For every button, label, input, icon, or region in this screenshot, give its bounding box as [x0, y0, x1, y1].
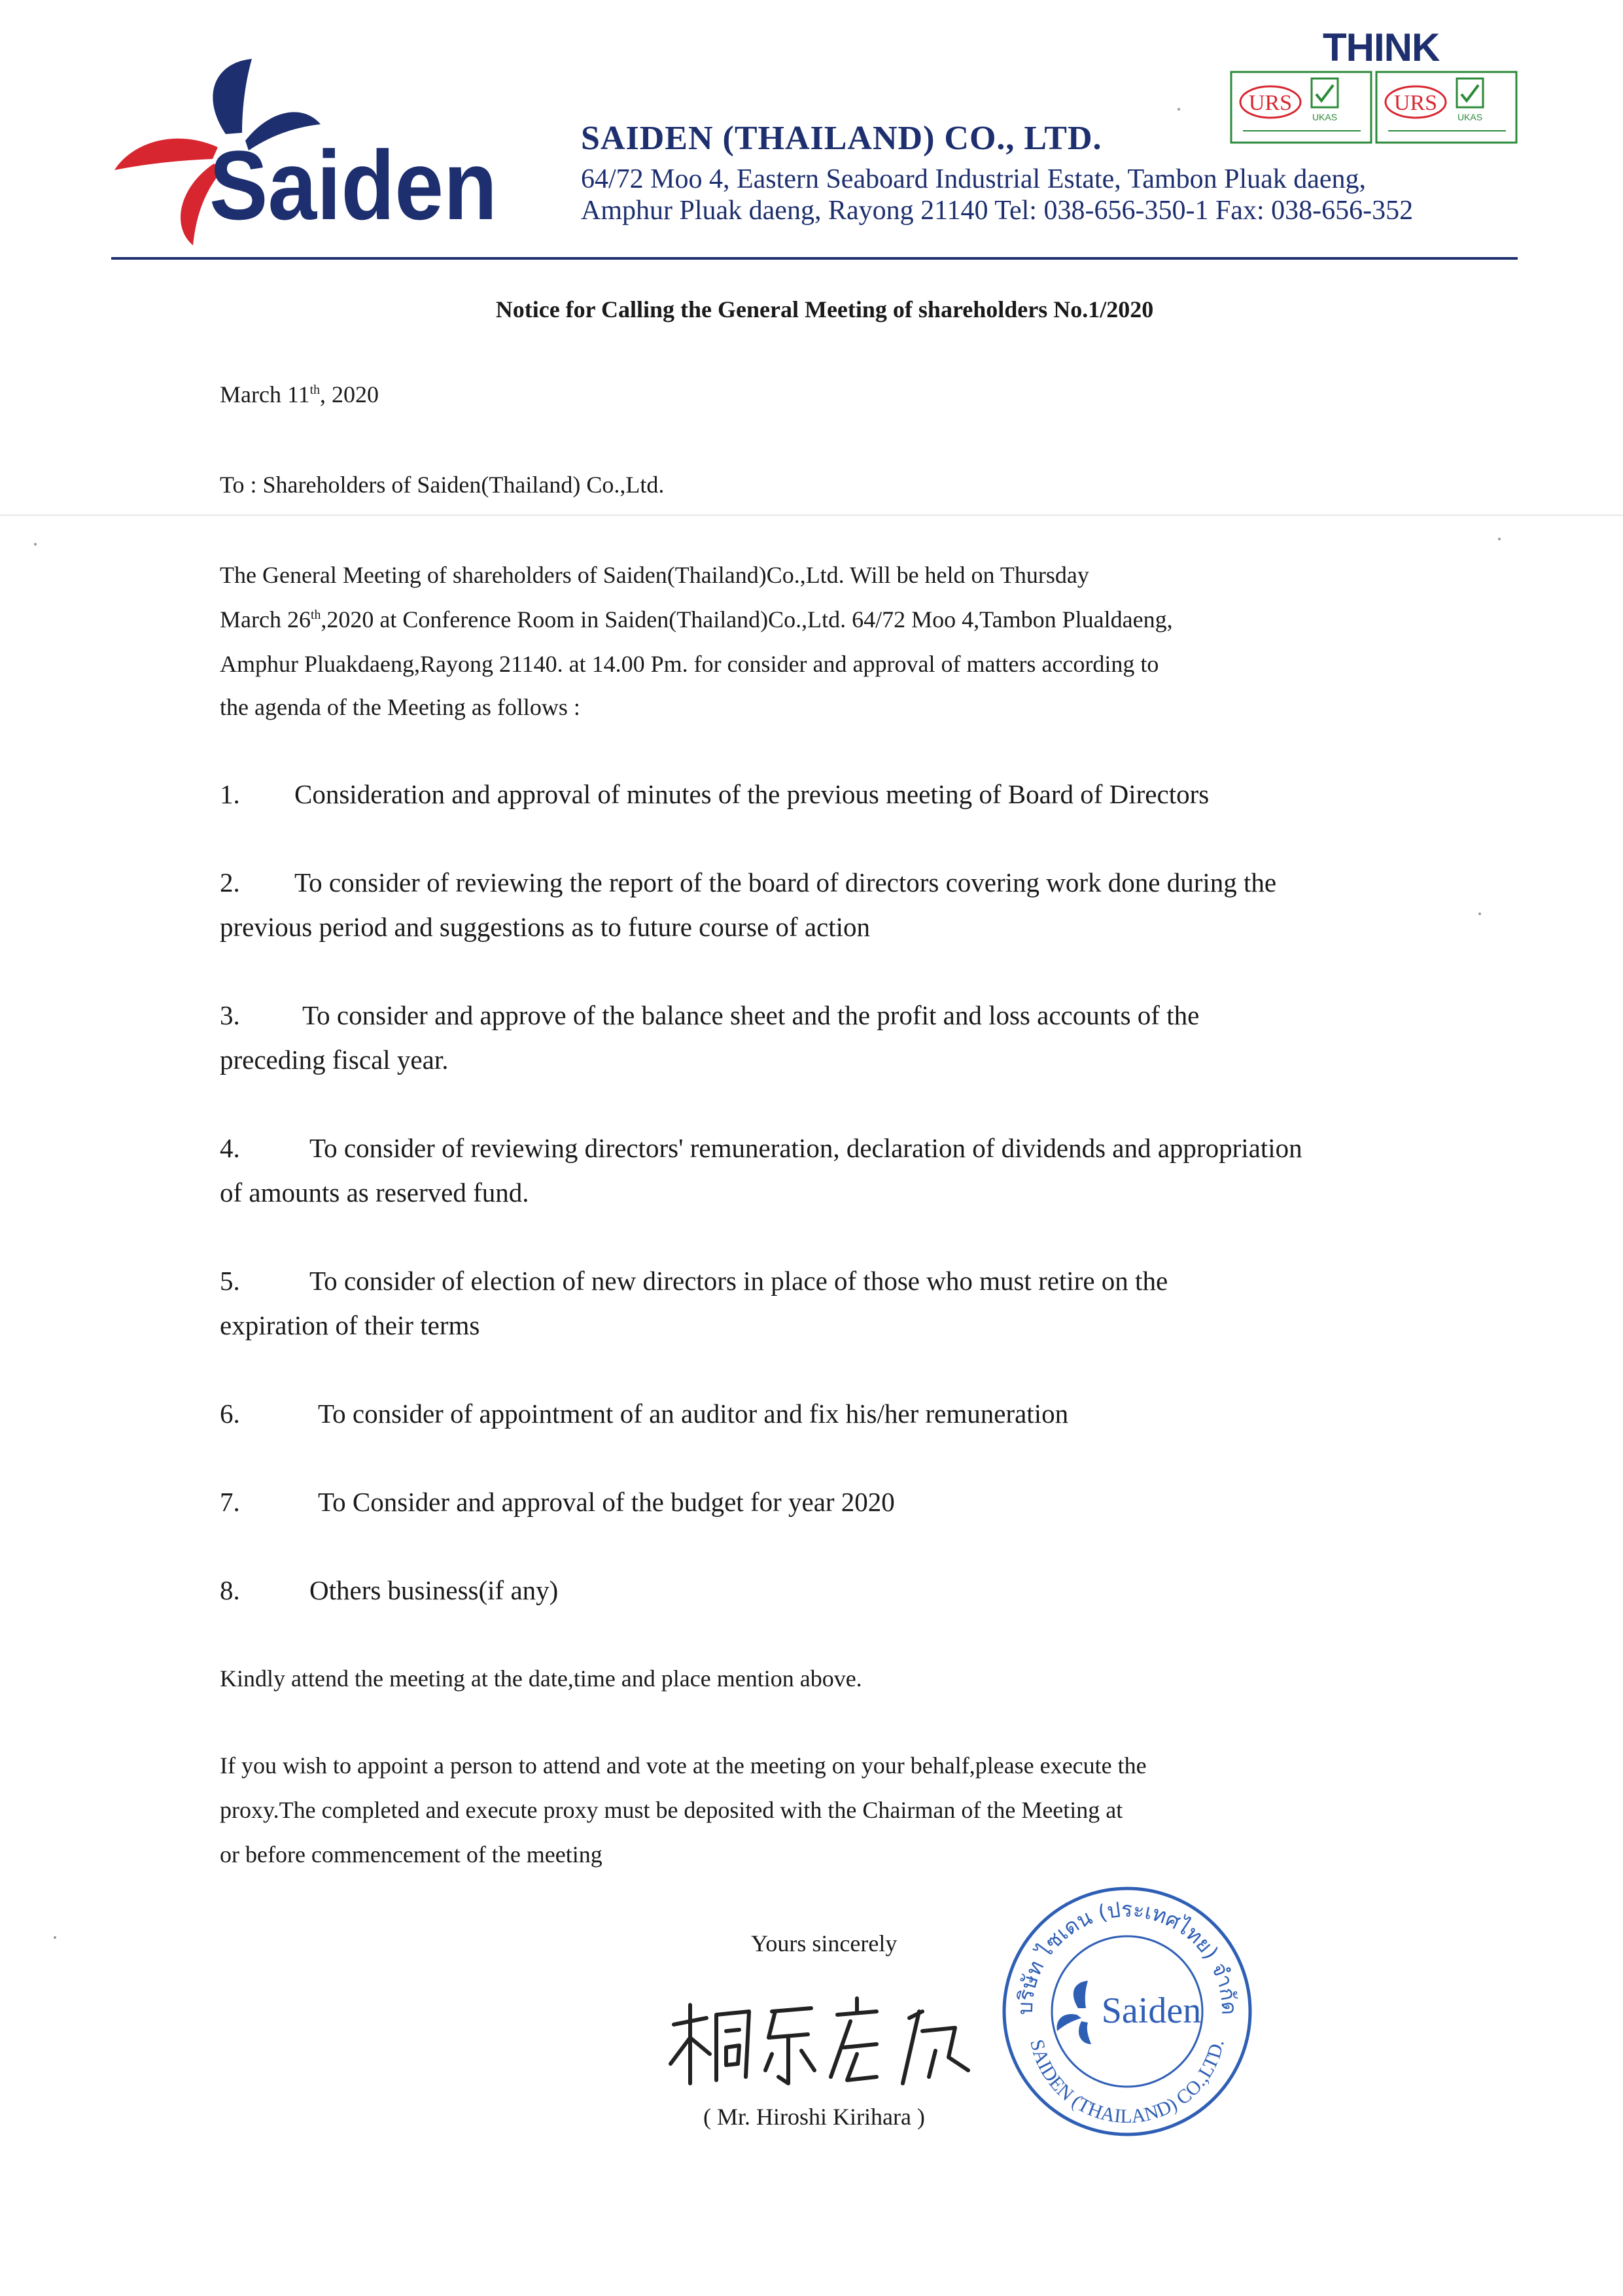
agenda-text: To consider of reviewing the report of the board of directors covering work done during the	[294, 867, 1277, 897]
scan-speck	[1498, 538, 1501, 540]
company-seal	[1000, 1884, 1255, 2139]
seal-english-text: SAIDEN (THAILAND) CO.,LTD.	[1026, 2037, 1229, 2128]
agenda-text-continued: expiration of their terms	[220, 1310, 480, 1340]
proxy-line-1: If you wish to appoint a person to attend and vote at the meeting on your behalf,please execute the	[220, 1752, 1147, 1779]
company-name: SAIDEN (THAILAND) CO., LTD.	[581, 120, 1102, 157]
seal-logo-text: Saiden	[1101, 1991, 1202, 2031]
scan-speck	[54, 1936, 56, 1939]
scan-speck	[34, 543, 37, 546]
logo-wordmark: Saiden	[209, 130, 497, 240]
company-logo	[101, 56, 507, 252]
agenda-number: 5.	[220, 1266, 240, 1296]
agenda-text: To consider of appointment of an auditor and fix his/her remuneration	[318, 1399, 1069, 1429]
agenda-text: Others business(if any)	[309, 1575, 559, 1605]
proxy-line-3: or before commencement of the meeting	[220, 1841, 602, 1868]
handwritten-signature	[661, 1985, 988, 2096]
intro-line-1: The General Meeting of shareholders of Saiden(Thailand)Co.,Ltd. Will be held on Thursday	[220, 562, 1089, 588]
closing-salutation: Yours sincerely	[751, 1930, 898, 1957]
agenda-text: Consideration and approval of minutes of the previous meeting of Board of Directors	[294, 779, 1210, 809]
header-divider	[111, 257, 1518, 260]
agenda-text: To consider and approve of the balance sheet and the profit and loss accounts of the	[302, 1000, 1200, 1030]
letter-recipient: To : Shareholders of Saiden(Thailand) Co.,Ltd.	[220, 472, 665, 498]
scan-fold-line	[0, 514, 1623, 516]
intro-line-2: March 26th,2020 at Conference Room in Saiden(Thailand)Co.,Ltd. 64/72 Moo 4,Tambon Plualdaeng,	[220, 606, 1173, 633]
cert-ukas-label-1: UKAS	[1312, 112, 1338, 122]
letter-date: March 11th, 2020	[220, 381, 379, 408]
seal-logo-mark	[1056, 1981, 1091, 2044]
intro-line-4: the agenda of the Meeting as follows :	[220, 694, 580, 720]
logo-petal-top	[213, 59, 252, 134]
agenda-text-continued: previous period and suggestions as to future course of action	[220, 912, 871, 942]
logo-petal-left	[114, 139, 218, 170]
attendance-request: Kindly attend the meeting at the date,time and place mention above.	[220, 1665, 862, 1692]
agenda-number: 2.	[220, 867, 240, 897]
company-address-line-2: Amphur Pluak daeng, Rayong 21140 Tel: 038-656-350-1 Fax: 038-656-352	[581, 196, 1414, 226]
proxy-line-2: proxy.The completed and execute proxy must be deposited with the Chairman of the Meeting at	[220, 1797, 1123, 1823]
agenda-number: 3.	[220, 1000, 240, 1030]
agenda-text: To consider of election of new directors in place of those who must retire on the	[309, 1266, 1168, 1296]
seal-thai-text: บริษัท ไซเดน (ประเทศไทย) จำกัด	[1012, 1896, 1242, 2015]
agenda-number: 6.	[220, 1399, 240, 1429]
agenda-number: 8.	[220, 1575, 240, 1605]
agenda-text: To Consider and approval of the budget for year 2020	[318, 1487, 895, 1517]
signer-name: ( Mr. Hiroshi Kirihara )	[703, 2104, 925, 2130]
cert-urs-label-1: URS	[1248, 91, 1293, 115]
think-logo: THINK	[1323, 26, 1440, 69]
cert-urs-label-2: URS	[1393, 91, 1438, 115]
certification-badges	[1230, 71, 1518, 149]
agenda-text-continued: of amounts as reserved fund.	[220, 1177, 529, 1208]
cert-ukas-label-2: UKAS	[1457, 112, 1483, 122]
scan-speck	[1178, 108, 1180, 111]
company-address-line-1: 64/72 Moo 4, Eastern Seaboard Industrial Estate, Tambon Pluak daeng,	[581, 164, 1367, 194]
agenda-number: 1.	[220, 779, 240, 809]
scan-speck	[1478, 913, 1481, 915]
agenda-number: 4.	[220, 1133, 240, 1163]
agenda-text-continued: preceding fiscal year.	[220, 1045, 449, 1075]
intro-line-3: Amphur Pluakdaeng,Rayong 21140. at 14.00 Pm. for consider and approval of matters according to	[220, 651, 1159, 677]
certification-badge-1	[1231, 72, 1371, 143]
agenda-number: 7.	[220, 1487, 240, 1517]
agenda-text: To consider of reviewing directors' remuneration, declaration of dividends and appropriation	[309, 1133, 1302, 1163]
notice-title: Notice for Calling the General Meeting of shareholders No.1/2020	[495, 296, 1154, 322]
certification-badge-2	[1376, 72, 1516, 143]
